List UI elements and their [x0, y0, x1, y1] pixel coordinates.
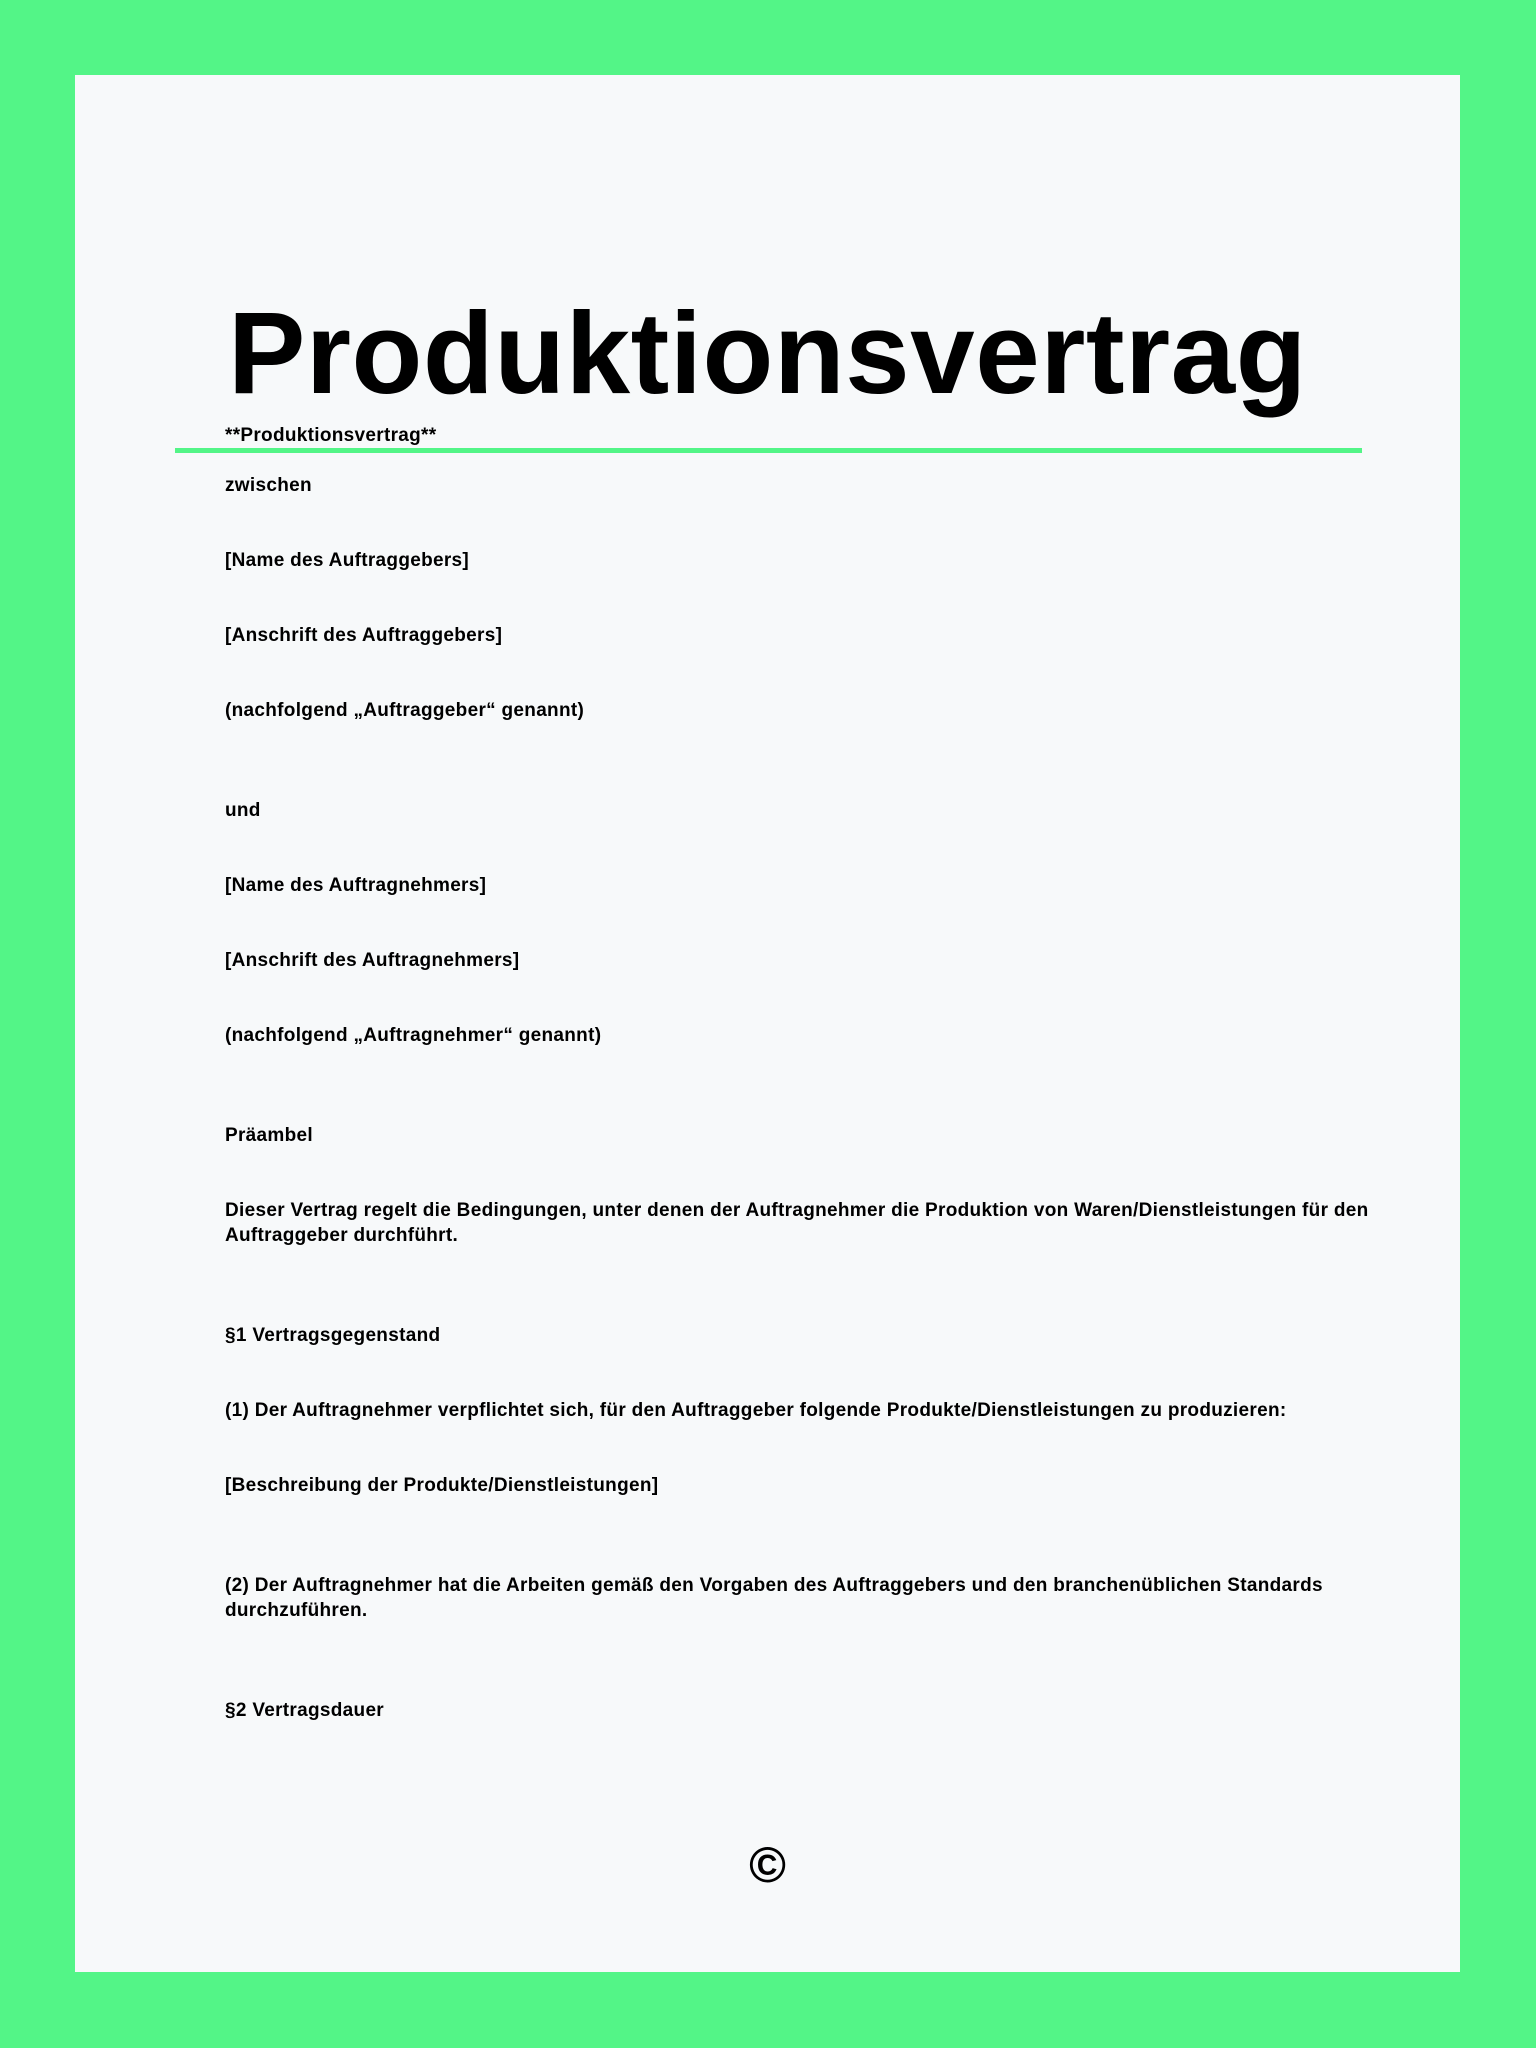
doc-heading: **Produktionsvertrag** — [225, 425, 437, 446]
client-name: [Name des Auftraggebers] — [225, 550, 470, 571]
document-page — [75, 75, 1460, 1972]
preamble-heading: Präambel — [225, 1125, 313, 1146]
copyright-icon: © — [749, 1837, 786, 1893]
section-1-clause-1: (1) Der Auftragnehmer verpflichtet sich, für den Auftraggeber folgende Produkte/Dienstleistungen zu produzieren: — [225, 1400, 1287, 1421]
doc-line-between: zwischen — [225, 475, 312, 496]
section-1-description-placeholder: [Beschreibung der Produkte/Dienstleistungen] — [225, 1475, 659, 1496]
client-address: [Anschrift des Auftraggebers] — [225, 625, 503, 646]
document-title: Produktionsvertrag — [228, 288, 1307, 418]
contractor-designation: (nachfolgend „Auftragnehmer“ genannt) — [225, 1025, 602, 1046]
client-designation: (nachfolgend „Auftraggeber“ genannt) — [225, 700, 585, 721]
section-2-heading: §2 Vertragsdauer — [225, 1700, 384, 1721]
preamble-text: Dieser Vertrag regelt die Bedingungen, unter denen der Auftragnehmer die Produktion von Waren/Dienstleistungen für den Auftraggeber durchführt. — [225, 1200, 1369, 1246]
doc-line-and: und — [225, 800, 261, 821]
title-divider — [175, 448, 1362, 453]
section-1-heading: §1 Vertragsgegenstand — [225, 1325, 441, 1346]
section-1-clause-2: (2) Der Auftragnehmer hat die Arbeiten gemäß den Vorgaben des Auftraggebers und den branchenüblichen Standards durchzuführen. — [225, 1575, 1323, 1621]
contractor-name: [Name des Auftragnehmers] — [225, 875, 487, 896]
contractor-address: [Anschrift des Auftragnehmers] — [225, 950, 520, 971]
